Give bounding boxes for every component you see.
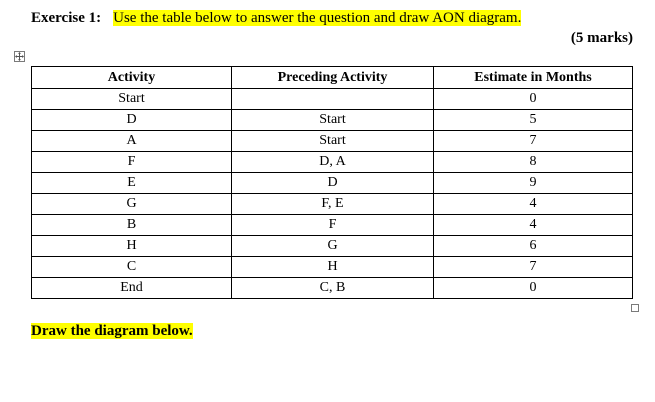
- exercise-heading: [31, 9, 521, 27]
- cell-preceding: Start: [232, 110, 434, 131]
- cell-activity: B: [32, 215, 232, 236]
- exercise-label: Exercise 1:: [31, 10, 102, 26]
- cell-preceding: H: [232, 257, 434, 278]
- cell-estimate: 0: [434, 89, 633, 110]
- header-activity: Activity: [32, 67, 232, 89]
- table-row: [32, 173, 633, 194]
- table-row: [32, 152, 633, 173]
- cell-estimate: 8: [434, 152, 633, 173]
- move-arrows-icon[interactable]: [14, 51, 25, 62]
- cell-estimate: 0: [434, 278, 633, 299]
- cell-preceding: Start: [232, 131, 434, 152]
- exercise-instruction: Use the table below to answer the question and draw AON diagram.: [113, 10, 522, 26]
- cell-estimate: 7: [434, 257, 633, 278]
- table-row: [32, 236, 633, 257]
- cell-preceding: F, E: [232, 194, 434, 215]
- activity-table: [31, 66, 633, 299]
- cell-preceding: [232, 89, 434, 110]
- header-estimate: Estimate in Months: [434, 67, 633, 89]
- marks-label: (5 marks): [570, 30, 633, 46]
- cell-preceding: G: [232, 236, 434, 257]
- cell-estimate: 6: [434, 236, 633, 257]
- cell-activity: G: [32, 194, 232, 215]
- table-header-row: [32, 67, 633, 89]
- table-row: [32, 215, 633, 236]
- table-row: [32, 278, 633, 299]
- cell-estimate: 7: [434, 131, 633, 152]
- cell-activity: End: [32, 278, 232, 299]
- cell-activity: D: [32, 110, 232, 131]
- cell-activity: C: [32, 257, 232, 278]
- header-preceding-activity: Preceding Activity: [232, 67, 434, 89]
- cell-activity: F: [32, 152, 232, 173]
- draw-instruction-text: Draw the diagram below.: [31, 323, 193, 339]
- cell-estimate: 4: [434, 194, 633, 215]
- cell-activity: E: [32, 173, 232, 194]
- table-row: [32, 194, 633, 215]
- table-row: [32, 89, 633, 110]
- cell-preceding: F: [232, 215, 434, 236]
- cell-activity: H: [32, 236, 232, 257]
- cell-preceding: D: [232, 173, 434, 194]
- table-row: [32, 110, 633, 131]
- cell-preceding: C, B: [232, 278, 434, 299]
- cell-estimate: 5: [434, 110, 633, 131]
- resize-square-icon[interactable]: [631, 304, 639, 312]
- draw-instruction: [31, 322, 193, 340]
- cell-activity: A: [32, 131, 232, 152]
- cell-estimate: 4: [434, 215, 633, 236]
- table-row: [32, 257, 633, 278]
- table-row: [32, 131, 633, 152]
- cell-estimate: 9: [434, 173, 633, 194]
- cell-activity: Start: [32, 89, 232, 110]
- cell-preceding: D, A: [232, 152, 434, 173]
